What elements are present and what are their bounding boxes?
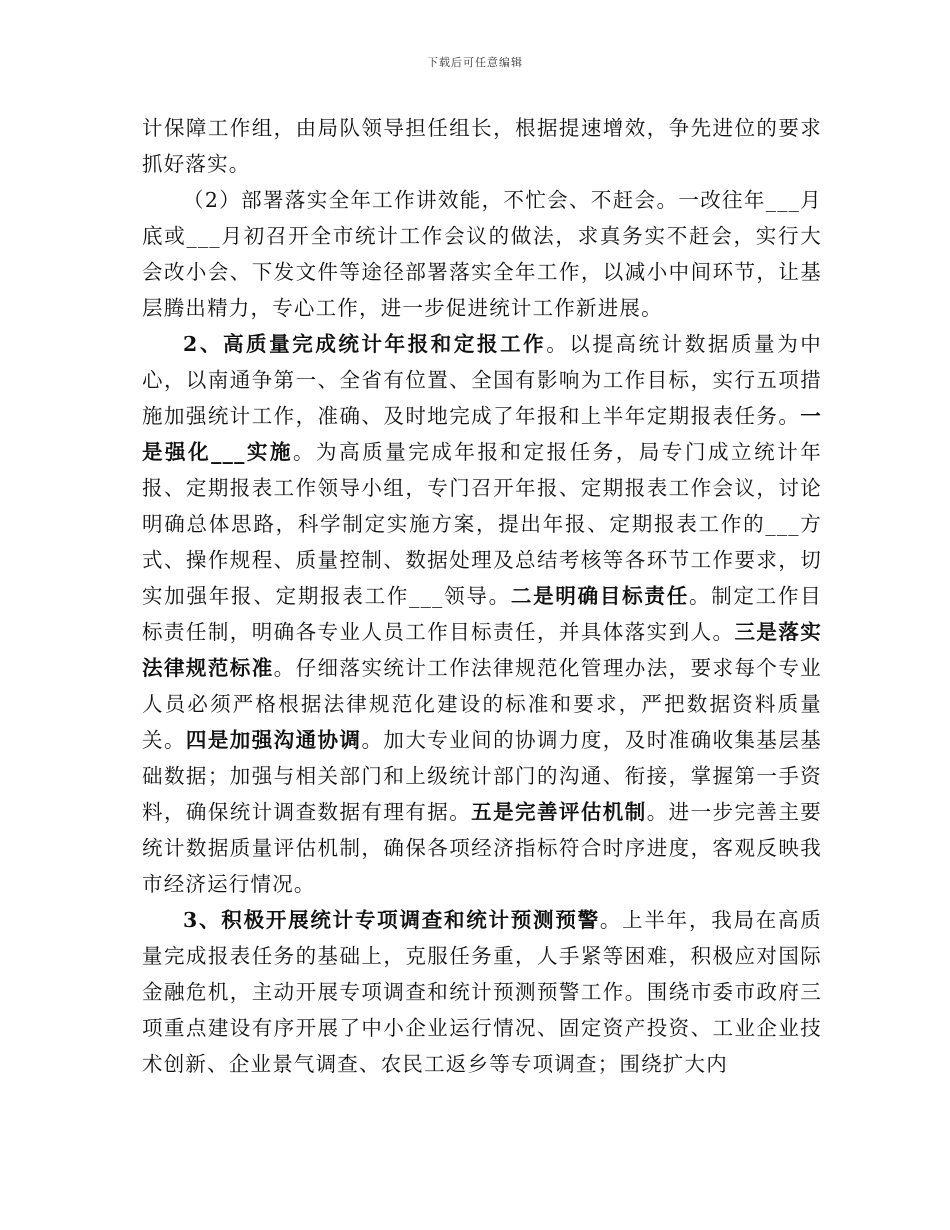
section-heading: 3、积极开展统计专项调查和统计预测预警 (183, 908, 600, 932)
measure-heading-2: 二是明确目标责任 (510, 584, 689, 608)
paragraph-text: 。为高质量完成年报和定报任务，局专门成立统计年报、定期报表工作领导小组，专门召开年报、定期报表工作会议，讨论明确总体思路，科学制定实施方案，提出年报、定期报表工作的___方式、操作规程、质量控制、数据处理及总结考核等各环节工作要求，切实加强年报、定期报表工作___领导。 (142, 440, 822, 608)
paragraph-text: 。以提高统计数据质量为中心，以南通争第一、全省有位置、全国有影响为工作目标，实行五项措施加强统计工作，准确、及时地完成了年报和上半年定期报表任务。 (142, 332, 822, 428)
paragraph-1: 计保障工作组，由局队领导担任组长，根据提速增效，争先进位的要求抓好落实。 (142, 116, 822, 176)
paragraph-2: （2）部署落实全年工作讲效能，不忙会、不赶会。一改往年___月底或___月初召开全市统计工作会议的做法，求真务实不赶会，实行大会改小会、下发文件等途径部署落实全年工作，以减小中间环节，让基层腾出精力，专心工作，进一步促进统计工作新进展。 (142, 188, 822, 320)
measure-heading-4: 四是加强沟通协调 (185, 728, 362, 752)
measure-heading-5: 五是完善评估机制 (471, 800, 647, 824)
document-body (142, 110, 822, 1082)
paragraph-text: 。仔细落实统计工作法律规范化管理办法，要求每个专业人员必须严格根据法律规范化建设的标准和要求，严把数据资料质量关。 (142, 656, 823, 752)
paragraph-4 (142, 902, 822, 1082)
page-header: 下载后可任意编辑 (427, 56, 523, 69)
paragraph-3 (142, 326, 822, 902)
measure-heading-1: 一是强化___实施 (142, 404, 822, 464)
paragraph-text: 。进一步完善主要统计数据质量评估机制，确保各项经济指标符合时序进度，客观反映我市经济运行情况。 (142, 800, 822, 896)
paragraph-text: 。制定工作目标责任制，明确各专业人员工作目标责任，并具体落实到人。 (142, 584, 822, 644)
measure-heading-3: 三是落实法律规范标准 (142, 620, 822, 680)
paragraph-text: 。加大专业间的协调力度，及时准确收集基层基础数据；加强与相关部门和上级统计部门的沟通、衔接，掌握第一手资料，确保统计调查数据有理有据。 (142, 728, 822, 824)
section-heading: 2、高质量完成统计年报和定报工作 (183, 332, 547, 356)
paragraph-text: 。上半年，我局在高质量完成报表任务的基础上，克服任务重，人手紧等困难，积极应对国际金融危机，主动开展专项调查和统计预测预警工作。围绕市委市政府三项重点建设有序开展了中小企业运行情况、固定资产投资、工业企业技术创新、企业景气调查、农民工返乡等专项调查；围绕扩大内 (142, 908, 822, 1076)
